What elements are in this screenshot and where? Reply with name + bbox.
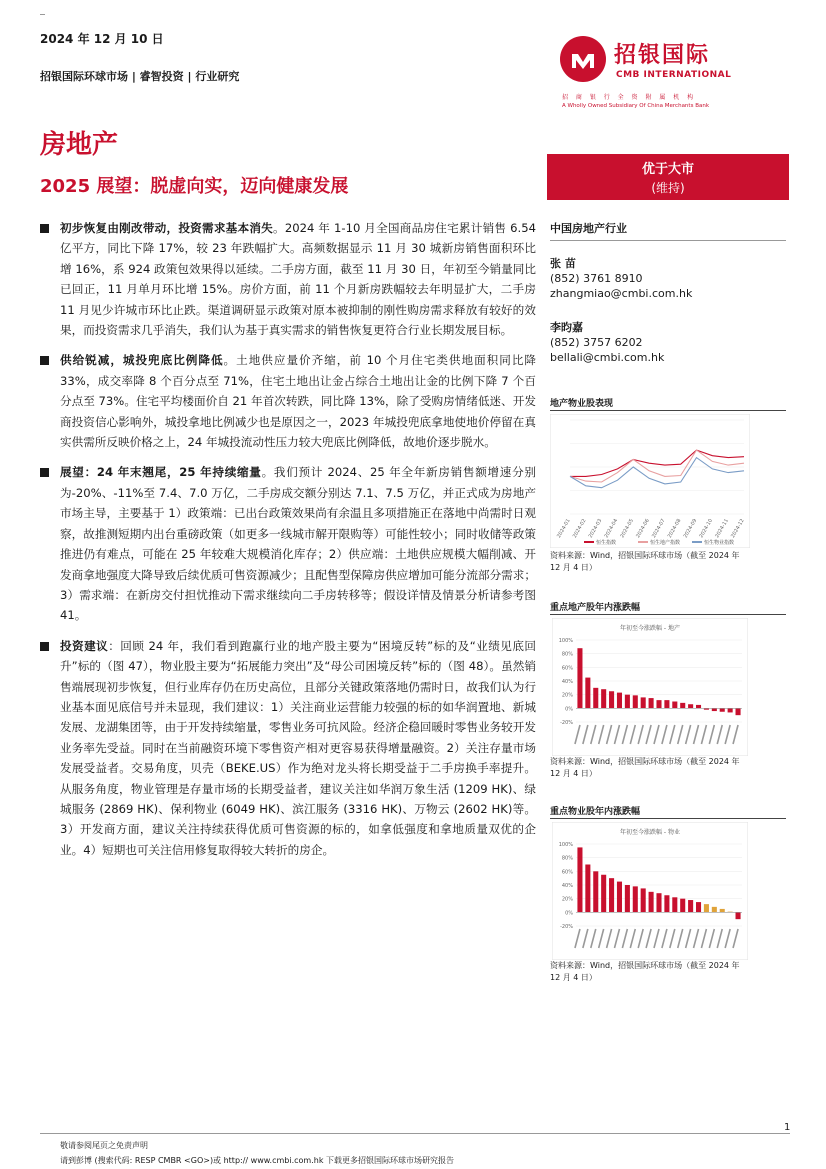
report-date: 2024 年 12 月 10 日	[40, 32, 164, 46]
y-tick-label: 20%	[561, 692, 573, 699]
bullet-lead: 初步恢复由刚改带动，投资需求基本消失	[60, 221, 273, 235]
chart-title: 年初至今涨跌幅 - 地产	[620, 625, 680, 632]
company-logo	[560, 34, 750, 124]
analyst-name: 张 苗	[550, 257, 576, 270]
bar	[617, 693, 622, 709]
y-tick-label: 20%	[561, 896, 573, 903]
bar	[601, 689, 606, 708]
y-tick-label: 80%	[561, 651, 573, 658]
bar	[577, 648, 582, 708]
logo-chinese-name: 招银国际	[614, 43, 711, 68]
bar	[688, 704, 693, 708]
y-tick-label: 100%	[558, 842, 573, 848]
bar	[712, 907, 717, 912]
bullet-body: ：回顾 24 年，我们看到跑赢行业的地产股主要为“困境反转”标的及“业绩见底回升”标的（图 47），物业股主要为“拓展能力突出”及“母公司困境反转”标的（图 48）。虽然销售端展现初步恢复，但行业库存仍在历史高位，且部分关键政策落地仍需时日，故我们认为行业基本面见底信号并未显现，我们建议：1）关注商业运营能力较强的标的如华润置地、新城发展、龙湖集团等，由于开发持续缩量，零售业务可抗风险。经济企稳回暖时零售业务较开发业务率先受益。同时在当前融资环境下零售资产相对更容易获得增量融资。2）关注存量市场发展受益者。交易角度，贝壳（BEKE.US）作为绝对龙头将长期受益于二手房换手率提升。从服务角度，物业管理是存量市场的长期受益者，建议关注如华润万象生活 (1209 HK)、绿城服务 (2869 HK)、保利物业 (6049 HK)、滨江服务 (3316 HK)、万物云 (2602 HK)等。3）开发商方面，建议关注持续获得优质可售资源的标的，如拿低强度和拿地质量双优的企业。4）短期也可关注信用修复取得较大转折的房企。	[60, 638, 536, 857]
bar	[585, 865, 590, 913]
chart-heading: 地产物业股表现	[550, 399, 614, 409]
y-tick-label: -20%	[560, 924, 573, 930]
logo-english-name: CMB INTERNATIONAL	[616, 70, 732, 80]
legend-label: 恒生指数	[596, 540, 617, 546]
analyst-email[interactable]: zhangmiao@cmbi.com.hk	[550, 287, 693, 300]
analyst-block	[550, 320, 664, 365]
bullet-body: 。我们预计 2024、25 年全年新房销售额增速分别为-20%、-11%至 7.4、7.0 万亿，二手房成交额分别达 7.1、7.5 万亿，并正式成为房地产市场主导，主要基于 1）政策端：已出台政策效果尚有余温且多项措施正在落地中尚需时日观察，故推测短期内出台重磅政策（如更多一线城市解开限购等）可能性较小；同时收储等政策推进仍有难点，可能在 25 年较难大规模消化库存；2）供应端：土地供应规模大幅削减、开发商拿地强度大降导致后续优质可售资源减少；且配售型保障房供应增加可能分流部分需求；3）需求端：在新房交付担忧推动下需求继续向二手房转移等；假设详情及情景分析请参考图 41。	[60, 465, 536, 623]
footer-link[interactable]: 请到彭博 (搜索代码: RESP CMBR <GO>)或 http:// www.cmbi.com.hk 下载更多招银国际环球市场研究报告	[60, 1156, 455, 1165]
bar	[704, 904, 709, 912]
x-tick-label: 2024-09	[682, 518, 699, 540]
bar	[664, 895, 669, 912]
y-tick-label: 60%	[561, 869, 573, 876]
y-tick-label: -20%	[560, 720, 573, 726]
bar	[696, 902, 701, 912]
bar	[617, 882, 622, 913]
bar	[664, 700, 669, 708]
y-tick-label: 40%	[561, 883, 573, 889]
x-tick-label: 2024-12	[730, 518, 746, 540]
bar	[688, 900, 693, 912]
bar	[656, 893, 661, 912]
bar	[593, 871, 598, 912]
bullet-square-icon	[40, 468, 49, 477]
developer-stock-bar-chart	[552, 618, 748, 756]
page-corner-mark	[40, 14, 45, 15]
analyst-phone: (852) 3757 6202	[550, 336, 643, 349]
y-tick-label: 0%	[565, 706, 573, 713]
bar	[656, 700, 661, 708]
bullet-body: 。2024 年 1-10 月全国商品房住宅累计销售 6.54 亿平方，同比下降 17%，较 23 年跌幅扩大。高频数据显示 11 月 30 城新房销售面积环比增 16%，系 924 政策包效果得以延续。二手房方面，截至 11 月 30 日，年初至今销量同比已回正，11 月单月环比增 15%。房价方面，前 11 个月新房跌幅较去年明显扩大，二手房 11 月见少许城市环比止跌。渠道调研显示政策对原本被抑制的刚性购房需求释放有较好的效果，而投资需求几乎消失，我们认为基于真实需求的销售恢复更符合行业长期发展目标。	[60, 221, 536, 338]
sector-title: 房地产	[40, 130, 119, 160]
bar	[585, 678, 590, 709]
bar	[728, 708, 733, 712]
bar	[601, 875, 606, 913]
x-tick-label: 2024-08	[666, 518, 683, 540]
summary-bullets	[40, 218, 536, 870]
property-mgmt-stock-bar-chart	[552, 822, 748, 960]
chart-heading: 重点物业股年内涨跌幅	[550, 807, 641, 817]
x-tick-label: 2024-03	[587, 518, 604, 540]
footer-disclaimer[interactable]: 敬请参阅尾页之免责声明	[60, 1141, 148, 1150]
bar	[720, 708, 725, 711]
bar	[680, 703, 685, 708]
bar	[672, 702, 677, 709]
bar	[625, 885, 630, 912]
bar	[712, 708, 717, 711]
report-headline: 2025 展望：脱虚向实，迈向健康发展	[40, 176, 349, 197]
cmbi-emblem-icon	[560, 36, 606, 82]
industry-label: 中国房地产行业	[550, 222, 627, 235]
department-line: 招银国际环球市场 | 睿智投资 | 行业研究	[40, 70, 240, 83]
bar	[609, 691, 614, 708]
footer-divider	[40, 1133, 790, 1134]
rating-call: 优于大市	[641, 162, 694, 177]
bar	[633, 695, 638, 708]
analyst-name: 李昀嘉	[550, 321, 583, 334]
bullet-lead: 展望：24 年末翘尾，25 年持续缩量	[60, 465, 262, 480]
bar	[577, 847, 582, 912]
chart-title: 年初至今涨跌幅 - 物业	[620, 829, 680, 836]
x-tick-label: 2024-05	[619, 518, 636, 540]
logo-subsidiary-en: A Wholly Owned Subsidiary Of China Merchants Bank	[562, 103, 710, 109]
legend-label: 恒生地产指数	[650, 540, 681, 546]
bar	[649, 892, 654, 913]
bar	[720, 909, 725, 912]
bullet-square-icon	[40, 356, 49, 365]
page-number: 1	[784, 1122, 791, 1133]
divider	[550, 410, 786, 411]
legend-label: 恒生物业指数	[704, 540, 735, 546]
chart-source: 资料来源：Wind，招银国际环球市场（截至 2024 年 12 月 4 日）	[550, 551, 740, 572]
bullet-body: 。土地供应量价齐缩，前 10 个月住宅类供地面积同比降 33%，成交率降 8 个百分点至 71%，住宅土地出让金占综合土地出让金的比例下降 7 个百分点至 73%。住宅平均楼面价自 21 年首次转跌，同比降 13%，除了受购房情绪低迷、开发商投资信心影响外，城投拿地比例减少也是原因之一，2023 年城投兜底拿地使地价停留在真实供需所反映价格之上，24 年城投流动性压力较大兜底比例降低，故地价逐步脱水。	[60, 353, 536, 450]
bullet-lead: 供给锐减，城投兜底比例降低	[60, 353, 224, 368]
bullet-square-icon	[40, 642, 49, 651]
analyst-email[interactable]: bellali@cmbi.com.hk	[550, 351, 665, 364]
y-tick-label: 0%	[565, 910, 573, 917]
chart-source: 资料来源：Wind，招银国际环球市场（截至 2024 年 12 月 4 日）	[550, 757, 740, 778]
x-tick-label: 2024-02	[571, 518, 588, 540]
y-tick-label: 100%	[558, 638, 573, 644]
bullet-item	[40, 350, 536, 452]
x-tick-label: 2024-11	[714, 518, 730, 540]
chart-source: 资料来源：Wind，招银国际环球市场（截至 2024 年 12 月 4 日）	[550, 961, 740, 982]
bar	[680, 899, 685, 913]
analyst-block	[550, 256, 692, 301]
bar	[649, 698, 654, 708]
x-tick-label: 2024-01	[556, 518, 572, 540]
bar	[641, 888, 646, 912]
chart-heading: 重点地产股年内涨跌幅	[550, 603, 641, 613]
x-tick-label: 2024-06	[635, 518, 651, 540]
bar	[625, 695, 630, 709]
divider	[550, 818, 786, 819]
bar	[672, 897, 677, 912]
bar	[696, 705, 701, 708]
bar	[609, 878, 614, 912]
x-tick-label: 2024-04	[603, 518, 620, 540]
analyst-phone: (852) 3761 8910	[550, 272, 643, 285]
x-tick-label: 2024-07	[650, 518, 667, 540]
rating-note: (维持)	[651, 181, 685, 195]
logo-subsidiary-cn: 招 商 银 行 全 资 附 属 机 构	[562, 94, 697, 101]
bar	[633, 886, 638, 912]
bullet-item	[40, 462, 536, 625]
y-tick-label: 80%	[561, 855, 573, 862]
rating-box	[547, 154, 789, 200]
bullet-square-icon	[40, 224, 49, 233]
y-tick-label: 60%	[561, 665, 573, 672]
bar	[736, 912, 741, 919]
divider	[550, 614, 786, 615]
bar	[593, 688, 598, 709]
bullet-item	[40, 218, 536, 340]
divider	[550, 240, 786, 241]
bar	[736, 708, 741, 715]
bar	[641, 697, 646, 708]
x-tick-label: 2024-10	[698, 518, 715, 540]
y-tick-label: 40%	[561, 679, 573, 685]
stock-performance-line-chart	[550, 414, 750, 548]
bullet-lead: 投资建议	[60, 638, 109, 653]
bullet-item	[40, 636, 536, 860]
